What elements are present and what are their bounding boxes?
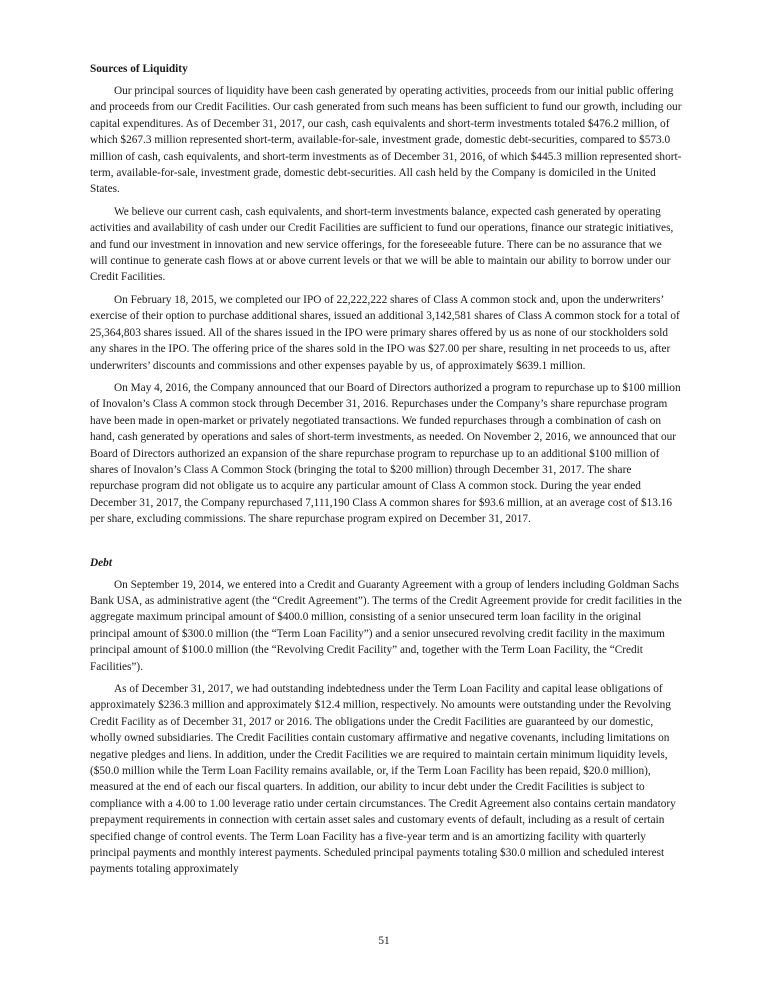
document-page (90, 62, 682, 884)
section-heading: Debt (90, 556, 112, 569)
paragraph: As of December 31, 2017, we had outstanding indebtedness under the Term Loan Facility and capital lease obligations of approximately $236.3 million and approximately $12.4 million, respectively. No amounts were outstanding under the Revolving Credit Facility as of December 31, 2017 or 2016. The obligations under the Credit Facilities are guaranteed by our domestic, wholly owned subsidiaries. The Credit Facilities contain customary affirmative and negative covenants, including limitations on negative pledges and liens. In addition, under the Credit Facilities we are required to maintain certain minimum liquidity levels, ($50.0 million while the Term Loan Facility remains available, or, if the Term Loan Facility has been repaid, $20.0 million), measured at the end of each our fiscal quarters. In addition, our ability to incur debt under the Credit Facilities is subject to compliance with a 4.00 to 1.00 leverage ratio under certain circumstances. The Credit Agreement also contains certain mandatory prepayment requirements in connection with certain asset sales and customary events of default, including as a result of certain specified change of control events. The Term Loan Facility has a five-year term and is an amortizing facility with quarterly principal payments and monthly interest payments. Scheduled principal payments totaling $30.0 million and scheduled interest payments totaling approximately (90, 683, 676, 876)
paragraph: On May 4, 2016, the Company announced that our Board of Directors authorized a program to repurchase up to $100 million of Inovalon’s Class A common stock through December 31, 2016. Repurchases under the Company’s share repurchase program have been made in open-market or privately negotiated transactions. We funded repurchases through a combination of cash on hand, cash generated by operations and sales of short-term investments, as needed. On November 2, 2016, we announced that our Board of Directors authorized an expansion of the share repurchase program to repurchase up to an additional $100 million of shares of Inovalon’s Class A Common Stock (bringing the total to $200 million) through December 31, 2017. The share repurchase program did not obligate us to acquire any particular amount of Class A common stock. During the year ended December 31, 2017, the Company repurchased 7,111,190 Class A common shares for $93.6 million, at an average cost of $13.16 per share, excluding commissions. The share repurchase program expired on December 31, 2017. (90, 381, 681, 526)
paragraph: On February 18, 2015, we completed our IPO of 22,222,222 shares of Class A common stock and, upon the underwriters’ exercise of their option to purchase additional shares, issued an additional 3,142,581 shares of Class A common stock for a total of 25,364,803 shares issued. All of the shares issued in the IPO were primary shares offered by us as none of our stockholders sold any shares in the IPO. The offering price of the shares sold in the IPO was $27.00 per share, resulting in net proceeds to us, after underwriters’ discounts and commissions and other expenses payable by us, of approximately $639.1 million. (90, 293, 680, 372)
section-spacer (90, 534, 682, 556)
section-heading: Sources of Liquidity (90, 63, 188, 75)
paragraph: Our principal sources of liquidity have been cash generated by operating activities, proceeds from our initial public offering and proceeds from our Credit Facilities. Our cash generated from such means has been sufficient to fund our growth, including our capital expenditures. As of December 31, 2017, our cash, cash equivalents and short-term investments totaled $476.2 million, of which $267.3 million represented short-term, available-for-sale, investment grade, domestic debt-securities, compared to $573.0 million of cash, cash equivalents, and short-term investments as of December 31, 2016, of which $445.3 million represented short-term, available-for-sale, investment grade, domestic debt-securities. All cash held by the Company is domiciled in the United States. (90, 85, 682, 196)
paragraph: We believe our current cash, cash equivalents, and short-term investments balance, expected cash generated by operating activities and availability of cash under our Credit Facilities are sufficient to fund our operations, finance our strategic initiatives, and fund our investment in innovation and new service offerings, for the foreseeable future. There can be no assurance that we will continue to generate cash flows at or above current levels or that we will be able to maintain our ability to borrow under our Credit Facilities. (90, 205, 674, 284)
debt-section (90, 556, 682, 878)
paragraph: On September 19, 2014, we entered into a Credit and Guaranty Agreement with a group of lenders including Goldman Sachs Bank USA, as administrative agent (the “Credit Agreement”). The terms of the Credit Agreement provide for credit facilities in the aggregate maximum principal amount of $400.0 million, consisting of a senior unsecured term loan facility in the original principal amount of $300.0 million (the “Term Loan Facility”) and a senior unsecured revolving credit facility in the maximum principal amount of $100.0 million (the “Revolving Credit Facility” and, together with the Term Loan Facility, the “Credit Facilities”). (90, 578, 682, 673)
page-number: 51 (378, 935, 390, 947)
sources-of-liquidity-section (90, 62, 682, 528)
